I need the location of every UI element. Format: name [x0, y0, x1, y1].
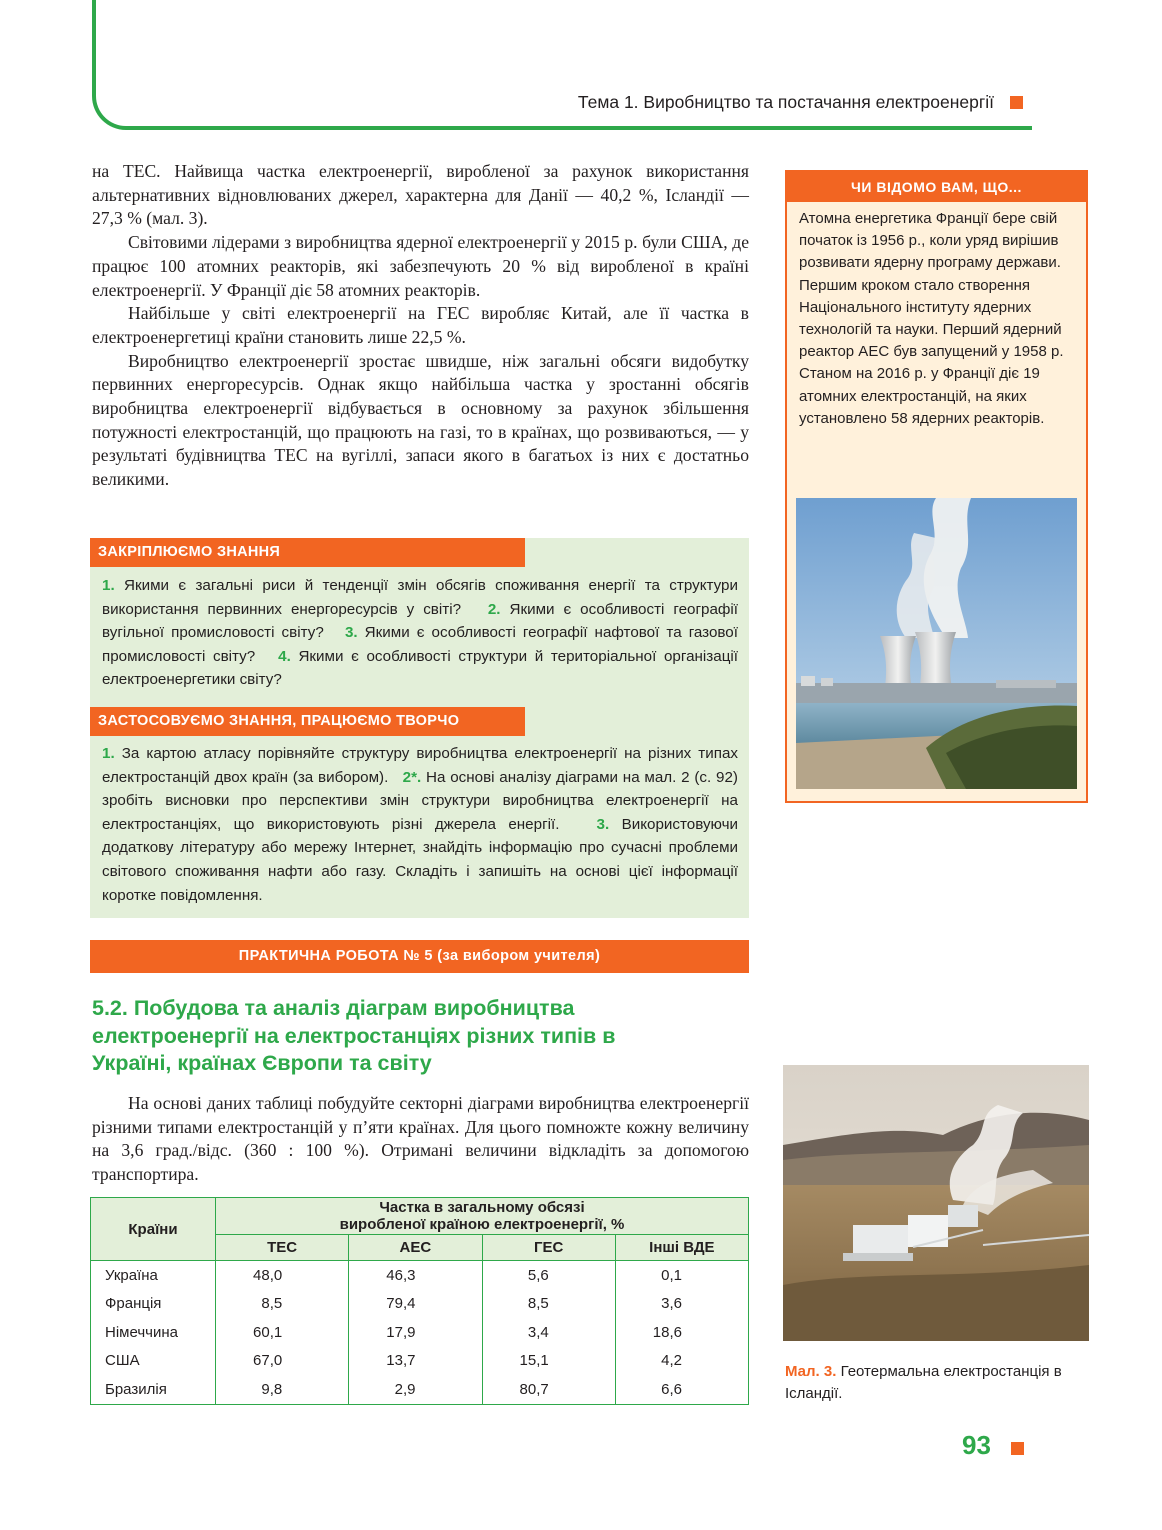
table-cell: 2,9 [349, 1375, 482, 1404]
table-header-column: ТЕС [216, 1235, 349, 1261]
page-square-marker [1011, 1442, 1024, 1455]
did-you-know-sidebar [785, 170, 1088, 803]
main-body-text [92, 160, 749, 492]
task-text: На основі аналізу діаграми на мал. 2 (с. 92) зробіть висновки про перспективи змін структури виробництва електроенергії на електростанціях, що використовують різні джерела енергії. [102, 768, 738, 833]
table-cell-country: Франція [91, 1290, 216, 1319]
question-text: Якими є загальні риси й тенденції змін обсягів споживання енергії та структури використання первинних енергоресурсів у світі? [102, 577, 738, 618]
paragraph: на ТЕС. Найвища частка електроенергії, виробленої за рахунок використання альтернативних відновлюваних джерел, характерна для Данії — 40,2 %, Ісландії — 27,3 % (мал. 3). [92, 161, 749, 229]
running-header-title: Тема 1. Виробництво та постачання електроенергії [577, 92, 994, 112]
table-row [91, 1318, 749, 1347]
table-header-column: АЕС [349, 1235, 482, 1261]
table-cell-country: Бразилія [91, 1375, 216, 1404]
question-text: Якими є особливості структури й територіальної організації електроенергетики світу? [102, 647, 738, 689]
table-header-column: Інші ВДЕ [615, 1235, 748, 1261]
table-header-group-line1: Частка в загальному обсязі [379, 1199, 585, 1216]
table-header-group-line2: виробленої країною електроенергії, % [339, 1216, 625, 1233]
table-cell: 67,0 [216, 1347, 349, 1376]
consolidate-heading: ЗАКРІПЛЮЄМО ЗНАННЯ [90, 538, 525, 567]
paragraph: Виробництво електроенергії зростає швидше, ніж загальні обсяги видобутку первинних енергоресурсів. Однак якщо найбільша частка у зростанні обсягів виробництва електроенергії відбувається в основному за рахунок збільшення потужності електростанцій, що працюють на газі, то в країнах, що розвиваються, — у результаті будівництва ТЕС на вугіллі, запаси якого в багатьох із них є достатньо великими. [92, 350, 749, 490]
table-cell: 8,5 [216, 1290, 349, 1319]
table-cell-country: США [91, 1347, 216, 1376]
table-cell: 15,1 [482, 1347, 615, 1376]
table-cell: 46,3 [349, 1261, 482, 1290]
table-cell: 60,1 [216, 1318, 349, 1347]
table-cell: 3,4 [482, 1318, 615, 1347]
table-cell: 6,6 [615, 1375, 748, 1404]
table-cell: 0,1 [615, 1261, 748, 1290]
paragraph: На основі даних таблиці побудуйте секторні діаграми виробництва електроенергії різними типами електростанцій у п’яти країнах. Для цього помножте кожну величину на 3,6 град./відс. (360 : 100 %). Отримані величини відкладіть за допомогою транспортира. [92, 1093, 749, 1185]
practical-work-banner: ПРАКТИЧНА РОБОТА № 5 (за вибором учителя) [90, 940, 749, 973]
table-row [91, 1261, 749, 1290]
paragraph: Світовими лідерами з виробництва ядерної електроенергії у 2015 р. були США, де працює 100 атомних реакторів, які забезпечують 20 % від виробленої в країні електроенергії. У Франції діє 58 атомних реакторів. [92, 232, 749, 300]
apply-heading: ЗАСТОСОВУЄМО ЗНАННЯ, ПРАЦЮЄМО ТВОРЧО [90, 707, 525, 736]
table-header-country: Країни [91, 1198, 216, 1261]
figure-caption-text: Геотермальна електростанція в Ісландії. [785, 1363, 1062, 1402]
table-cell: 80,7 [482, 1375, 615, 1404]
question-number: 4. [278, 647, 291, 665]
table-cell: 18,6 [615, 1318, 748, 1347]
figure-label: Мал. 3. [785, 1363, 837, 1380]
table-cell: 5,6 [482, 1261, 615, 1290]
page-number: 93 [962, 1430, 991, 1460]
question-number: 2. [487, 600, 501, 618]
nuclear-plant-photo [796, 498, 1077, 789]
task-text: Використовуючи додаткову літературу або мережу Інтернет, знайдіть інформацію про сучасні проблеми світового споживання нафти або газу. Складіть і запишіть на основі цієї інформації коротке повідомлення. [102, 815, 738, 904]
question-number: 3. [344, 624, 358, 642]
section-intro [92, 1092, 749, 1187]
table-cell-country: Німеччина [91, 1318, 216, 1347]
paragraph: Найбільше у світі електроенергії на ГЕС виробляє Китай, але її частка в електроенергетиці країни становить лише 22,5 %. [92, 303, 749, 347]
table-cell: 79,4 [349, 1290, 482, 1319]
table-row [91, 1290, 749, 1319]
figure-caption [785, 1361, 1095, 1405]
question-text: Якими є особливості географії нафтової та газової промисловості світу? [102, 624, 738, 665]
electricity-share-table [90, 1197, 749, 1405]
geothermal-plant-photo [783, 1065, 1089, 1341]
consolidate-questions [102, 574, 738, 692]
apply-tasks [102, 742, 738, 907]
task-text: За картою атласу порівняйте структуру виробництва електроенергії на різних типах електростанцій двох країн (за вибором). [102, 745, 738, 786]
header-square-marker [1010, 96, 1023, 109]
sidebar-text: Атомна енергетика Франції бере свій початок із 1956 р., коли уряд вирішив розвивати ядерну програму держави. Першим кроком стало створення Національного інституту ядерних технологій та науки. Перший ядерний реактор АЕС був запущений у 1958 р. Станом на 2016 р. у Франції діє 19 атомних електростанцій, на яких установлено 58 ядерних реакторів. [799, 210, 1064, 427]
table-cell: 13,7 [349, 1347, 482, 1376]
question-text: Якими є особливості географії вугільної промисловості світу? [102, 600, 738, 642]
table-cell: 8,5 [482, 1290, 615, 1319]
task-number: 3. [596, 815, 610, 833]
question-number: 1. [102, 577, 115, 594]
table-cell: 48,0 [216, 1261, 349, 1290]
table-row [91, 1375, 749, 1404]
table-cell: 17,9 [349, 1318, 482, 1347]
sidebar-heading: ЧИ ВІДОМО ВАМ, ЩО... [787, 172, 1086, 202]
task-number: 2*. [402, 768, 422, 786]
task-number: 1. [102, 745, 115, 762]
table-cell: 4,2 [615, 1347, 748, 1376]
table-row [91, 1347, 749, 1376]
table-cell: 3,6 [615, 1290, 748, 1319]
section-title: 5.2. Побудова та аналіз діаграм виробництва електроенергії на електростанціях різних типів в Україні, країнах Європи та світу [92, 996, 616, 1075]
table-header-group [216, 1198, 749, 1235]
table-cell: 9,8 [216, 1375, 349, 1404]
table-header-column: ГЕС [482, 1235, 615, 1261]
table-cell-country: Україна [91, 1261, 216, 1290]
